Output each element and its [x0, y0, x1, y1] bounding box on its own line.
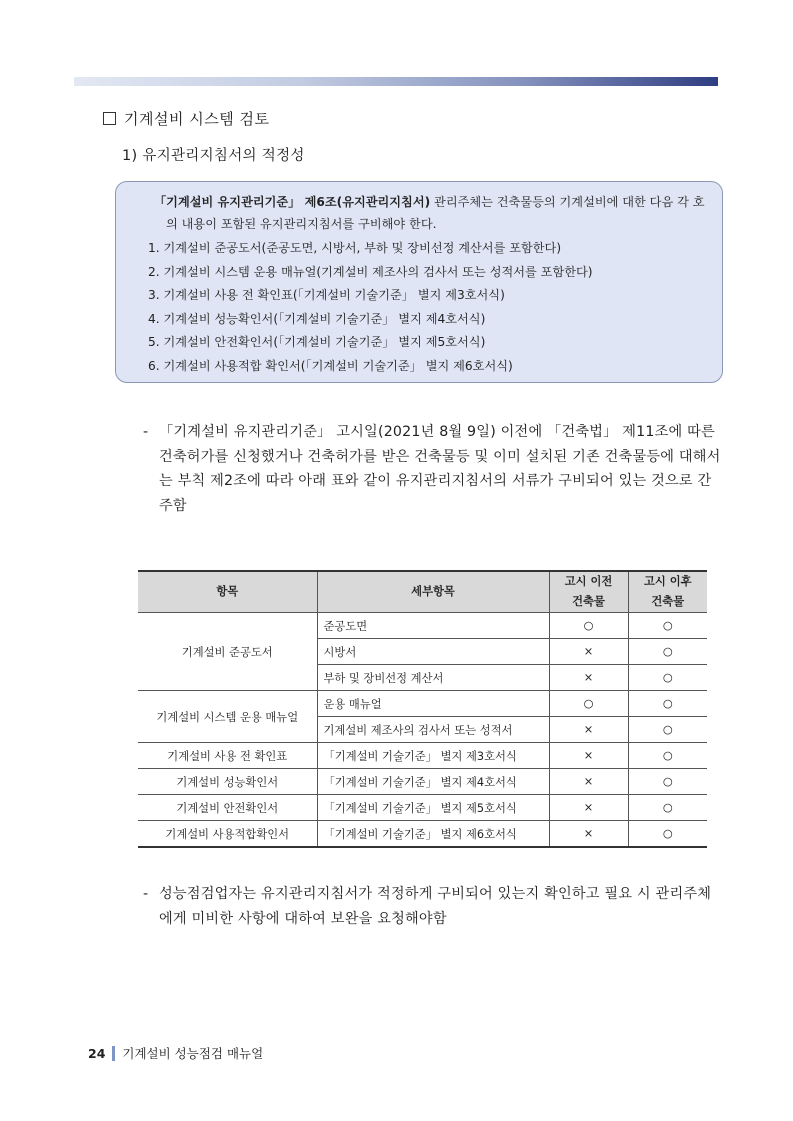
item-cell: 기계설비 성능확인서 [138, 769, 317, 795]
note-item: 4. 기계설비 성능확인서(「기계설비 기술기준」 별지 제4호서식) [148, 311, 486, 326]
after-mark: ○ [628, 665, 707, 691]
section-title: 기계설비 시스템 검토 [124, 110, 270, 128]
header-item: 항목 [138, 571, 317, 613]
item-cell: 기계설비 사용적합확인서 [138, 821, 317, 848]
note-item: 1. 기계설비 준공도서(준공도면, 시방서, 부하 및 장비선정 계산서를 포함한다) [148, 241, 562, 255]
paragraph-text: 「기계설비 유지관리기준」 고시일(2021년 8월 9일) 이전에 「건축법」 제11조에 따른 건축허가를 신청했거나 건축허가를 받은 건축물등 및 이미 설치된 기존 건축물등에 대해서는 부칙 제2조에 따라 아래 표와 같이 유지관리지침서의 서류가 구비되어 있는 것으로 간주함 [159, 424, 721, 514]
header-decorative-bar [74, 77, 718, 86]
detail-cell: 시방서 [317, 639, 549, 665]
detail-cell: 기계설비 제조사의 검사서 또는 성적서 [317, 717, 549, 743]
paragraph-inspector-duty [143, 882, 723, 931]
checkbox-square-icon [103, 112, 116, 125]
table-row [138, 769, 707, 795]
before-mark: × [549, 821, 628, 848]
header-detail: 세부항목 [317, 571, 549, 613]
before-mark: ○ [549, 613, 628, 639]
table-row [138, 821, 707, 848]
paragraph-deemed-documents [143, 420, 723, 518]
regulation-note-box [115, 181, 723, 383]
item-cell: 기계설비 준공도서 [138, 613, 317, 691]
before-mark: × [549, 665, 628, 691]
detail-cell: 부하 및 장비선정 계산서 [317, 665, 549, 691]
item-cell: 기계설비 안전확인서 [138, 795, 317, 821]
table-row [138, 691, 707, 717]
page-number: 24 [88, 1046, 106, 1061]
after-mark: ○ [628, 639, 707, 665]
note-item: 2. 기계설비 시스템 운용 매뉴얼(기계설비 제조사의 검사서 또는 성적서를 포함한다) [148, 264, 593, 279]
footer-title: 기계설비 성능점검 매뉴얼 [122, 1046, 264, 1061]
table-row [138, 795, 707, 821]
note-intro-text: 관리주체는 건축물등의 기계설비에 대한 다음 각 호의 내용이 포함된 유지관리지침서를 구비해야 한다. [166, 195, 705, 231]
detail-cell: 운용 매뉴얼 [317, 691, 549, 717]
note-item-list [132, 237, 706, 378]
after-mark: ○ [628, 743, 707, 769]
after-mark: ○ [628, 821, 707, 848]
footer-divider [112, 1046, 115, 1061]
note-item: 3. 기계설비 사용 전 확인표(「기계설비 기술기준」 별지 제3호서식) [148, 288, 505, 302]
item-cell: 기계설비 시스템 운용 매뉴얼 [138, 691, 317, 743]
header-after: 고시 이후 건축물 [628, 571, 707, 613]
before-mark: ○ [549, 691, 628, 717]
detail-cell: 「기계설비 기술기준」 별지 제4호서식 [317, 769, 549, 795]
before-mark: × [549, 639, 628, 665]
document-requirement-table [138, 570, 707, 848]
before-mark: × [549, 743, 628, 769]
section-heading [103, 108, 269, 129]
bullet-dash: - [143, 886, 149, 902]
note-item: 5. 기계설비 안전확인서(「기계설비 기술기준」 별지 제5호서식) [148, 335, 486, 349]
note-intro-bold: 「기계설비 유지관리기준」 제6조(유지관리지침서) [154, 195, 431, 209]
table-row [138, 743, 707, 769]
after-mark: ○ [628, 795, 707, 821]
note-item: 6. 기계설비 사용적합 확인서(「기계설비 기술기준」 별지 제6호서식) [148, 358, 513, 373]
page-footer [88, 1044, 263, 1062]
after-mark: ○ [628, 769, 707, 795]
after-mark: ○ [628, 613, 707, 639]
item-cell: 기계설비 사용 전 확인표 [138, 743, 317, 769]
note-intro [132, 191, 706, 235]
after-mark: ○ [628, 691, 707, 717]
subsection-title: 1) 유지관리지침서의 적정성 [122, 148, 305, 164]
paragraph-text: 성능점검업자는 유지관리지침서가 적정하게 구비되어 있는지 확인하고 필요 시 관리주체에게 미비한 사항에 대하여 보완을 요청해야함 [159, 886, 712, 927]
before-mark: × [549, 717, 628, 743]
detail-cell: 「기계설비 기술기준」 별지 제6호서식 [317, 821, 549, 848]
before-mark: × [549, 769, 628, 795]
after-mark: ○ [628, 717, 707, 743]
detail-cell: 「기계설비 기술기준」 별지 제3호서식 [317, 743, 549, 769]
bullet-dash: - [143, 424, 149, 440]
table-row [138, 613, 707, 639]
header-before: 고시 이전 건축물 [549, 571, 628, 613]
detail-cell: 준공도면 [317, 613, 549, 639]
detail-cell: 「기계설비 기술기준」 별지 제5호서식 [317, 795, 549, 821]
before-mark: × [549, 795, 628, 821]
table-header-row [138, 571, 707, 613]
